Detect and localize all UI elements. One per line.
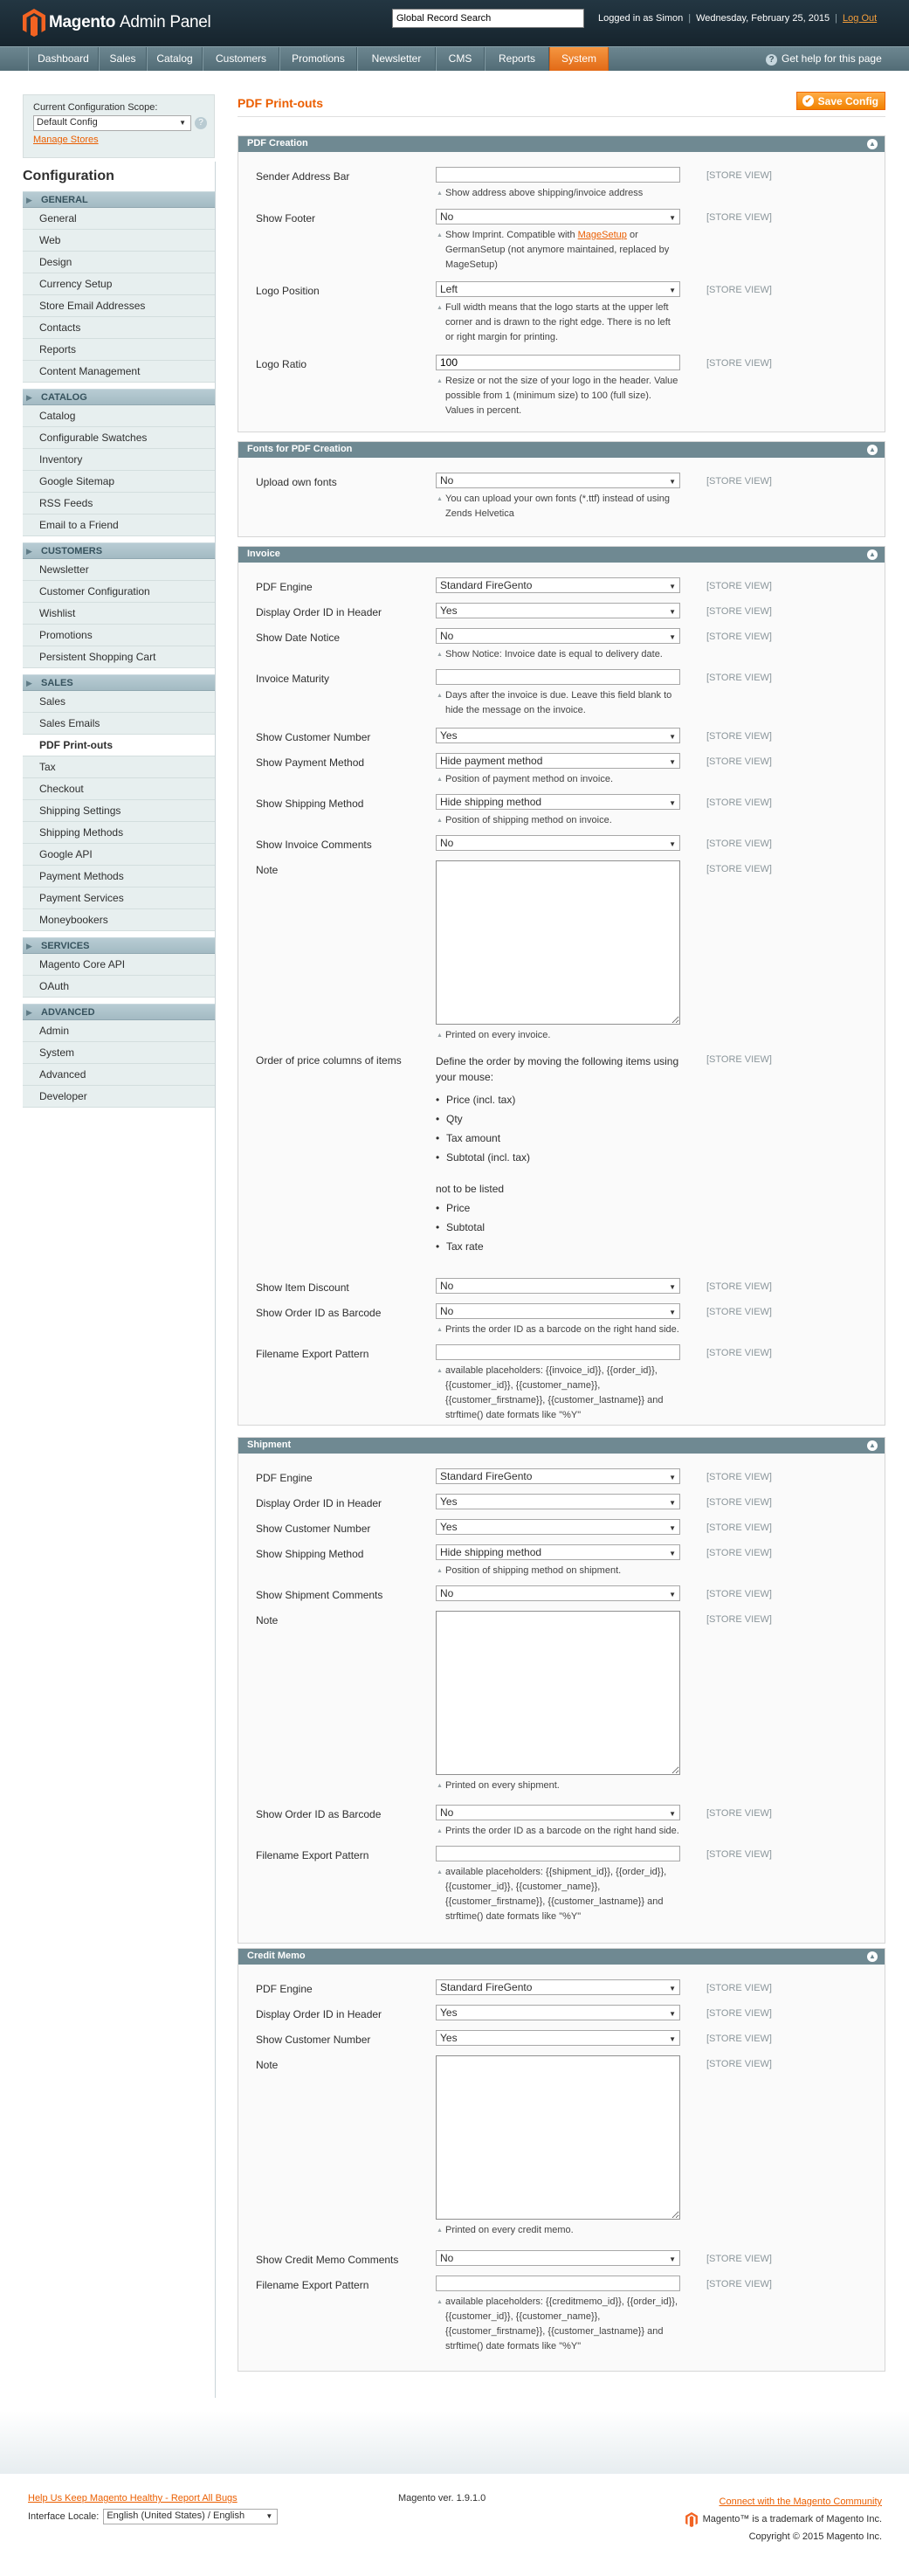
chevron-down-icon: ▼ [669,1309,676,1316]
nav-sales[interactable]: Sales [99,47,147,71]
sidebar-item-newsletter[interactable]: Newsletter [23,559,216,581]
chevron-down-icon: ▼ [669,1524,676,1532]
chevron-down-icon: ▼ [669,478,676,486]
sidebar-item-inventory[interactable]: Inventory [23,449,216,471]
logo-bold: Magento [49,13,116,31]
nav-customers[interactable]: Customers [203,47,279,71]
chevron-down-icon: ▼ [669,2010,676,2018]
report-bugs-link[interactable]: Help Us Keep Magento Healthy - Report All Bugs [28,2493,238,2503]
collapse-icon[interactable]: ▲ [867,1440,878,1451]
sidebar-item-payment-methods[interactable]: Payment Methods [23,866,216,887]
sidebar-item-tax[interactable]: Tax [23,756,216,778]
item-discount-select[interactable]: No ▼ [436,1278,680,1294]
price-column-sort-list: Define the order by moving the following items using your mouse: • Price (incl. tax) • Qty • Tax amount • Subtotal (incl. tax) not to be listed • Price • Subtotal • Tax rate [436,1053,689,1256]
sidebar-item-shipping-settings[interactable]: Shipping Settings [23,800,216,822]
section-credit-memo: Credit Memo ▲ PDF Engine Standard FireGento ▼ [STORE VIEW] Display Order ID in Header Yes ▼ [STORE VIEW] Show Customer Number Yes ▼ [STORE VIEW] Note [STORE VIEW] ▲ Printed on every credit memo. Show Credit Memo Comments No ▼ [STORE VIEW] Filename Export Pattern [STORE VIEW] ▲ available placeholders: {{creditmemo_id}}, {{order_id}}, {{customer_id}}, {{customer_name}}, {{customer_firstname}}, {{customer_lastname}} and strftime() date formats like "%Y" [238,1948,885,2372]
scope-value: Default Config [37,117,98,128]
sidebar-item-content-management[interactable]: Content Management [23,361,216,383]
config-sidebar [23,191,216,1108]
unlisted-columns [436,1198,689,1256]
chevron-down-icon: ▼ [669,1474,676,1481]
chevron-down-icon: ▼ [669,758,676,766]
sidebar-item-wishlist[interactable]: Wishlist [23,603,216,625]
chevron-down-icon: ▼ [669,608,676,616]
sidebar-group-customers[interactable]: ▶ CUSTOMERS [23,542,216,559]
locale-select[interactable]: English (United States) / English ▼ [103,2509,278,2524]
sidebar-group-advanced[interactable]: ▶ ADVANCED [23,1004,216,1020]
sidebar-item-reports[interactable]: Reports [23,339,216,361]
section-fonts: Fonts for PDF Creation ▲ Upload own fonts No ▼ [STORE VIEW] ▲ You can upload your own fonts (*.ttf) instead of using Zends Helvetica [238,441,885,537]
sidebar-group-sales[interactable]: ▶ SALES [23,674,216,691]
sidebar-item-moneybookers[interactable]: Moneybookers [23,909,216,931]
chevron-down-icon: ▼ [669,2255,676,2263]
creditmemo-engine-select[interactable]: Standard FireGento ▼ [436,1979,680,1995]
sidebar-item-pdf-print-outs[interactable]: PDF Print-outs [23,735,216,756]
sidebar-item-oauth[interactable]: OAuth [23,976,216,998]
sidebar-item-currency-setup[interactable]: Currency Setup [23,273,216,295]
section-pdf-creation: PDF Creation ▲ Sender Address Bar [STORE VIEW] ▲ Show address above shipping/invoice address Show Footer No ▼ [STORE VIEW] ▲ Show Imprint. Compatible with MageSetup or GermanSetup (not anymore maintained, replaced by MageSetup) Logo Position Left ▼ [STORE VIEW] ▲ Full width means that the logo starts at the upper left corner and is drawn to the right edge. There is no left or right margin for printing. Logo Ratio 100 [STORE VIEW] ▲ Resize or not the size of your logo in the header. Value possible from 1 (minimum size) to 100 (full size). Values in percent. [238,135,885,432]
triangle-right-icon: ▶ [26,1008,32,1017]
footer-version: Magento ver. 1.9.1.0 [398,2493,486,2503]
invoice-note-textarea[interactable] [436,860,680,1025]
chevron-down-icon: ▼ [669,799,676,807]
chevron-down-icon: ▼ [669,840,676,848]
sidebar-item-google-api[interactable]: Google API [23,844,216,866]
creditmemo-comments-select[interactable]: No ▼ [436,2250,680,2266]
sidebar-item-magento-core-api[interactable]: Magento Core API [23,954,216,976]
section-header[interactable]: PDF Creation ▲ [238,136,885,152]
sender-address-input[interactable] [436,167,680,183]
sortable-item[interactable]: • Subtotal [446,1218,689,1237]
section-header[interactable]: Credit Memo ▲ [238,1949,885,1965]
trademark-text: Magento™ is a trademark of Magento Inc. [702,2514,882,2524]
header-date: Wednesday, February 25, 2015 [696,13,830,24]
help-icon: ? [766,54,777,66]
community-link[interactable]: Connect with the Magento Community [719,2497,882,2507]
section-header[interactable]: Invoice ▲ [238,547,885,563]
scope-help-icon[interactable]: ? [195,117,207,129]
scope-label: Current Configuration Scope: [33,102,158,113]
chevron-down-icon: ▼ [669,1499,676,1507]
sidebar-item-persistent-shopping-cart[interactable]: Persistent Shopping Cart [23,646,216,668]
sidebar-item-shipping-methods[interactable]: Shipping Methods [23,822,216,844]
nav-promotions[interactable]: Promotions [279,47,357,71]
sidebar-title: Configuration [23,169,114,183]
chevron-down-icon: ▼ [669,287,676,294]
triangle-right-icon: ▶ [26,547,32,556]
help-link[interactable] [766,47,882,71]
chevron-down-icon: ▼ [669,733,676,741]
sidebar-item-store-email-addresses[interactable]: Store Email Addresses [23,295,216,317]
save-config-button[interactable]: ✔ Save Config [796,92,885,110]
footer-left [28,2493,278,2524]
shipment-engine-select[interactable]: Standard FireGento ▼ [436,1468,680,1484]
chevron-down-icon: ▼ [669,1283,676,1291]
invoice-maturity-input[interactable] [436,669,680,685]
sortable-item[interactable]: • Price (incl. tax) [446,1090,689,1109]
chevron-down-icon: ▼ [669,2035,676,2043]
invoice-customer-number-select[interactable]: Yes ▼ [436,728,680,743]
nav-dashboard[interactable]: Dashboard [28,47,99,71]
chevron-down-icon: ▼ [669,1985,676,1992]
chevron-down-icon: ▼ [669,1810,676,1818]
sidebar-item-catalog[interactable]: Catalog [23,405,216,427]
global-search-input[interactable] [392,9,584,28]
nav-reports[interactable]: Reports [485,47,549,71]
shipment-note-textarea[interactable] [436,1611,680,1775]
logo-ratio-input[interactable] [436,355,680,370]
invoice-comments-select[interactable]: No ▼ [436,835,680,851]
sortable-item[interactable]: • Subtotal (incl. tax) [446,1148,689,1167]
logo-light: Admin Panel [120,13,211,31]
logout-link[interactable]: Log Out [843,13,878,24]
magesetup-link[interactable]: MageSetup [577,230,627,240]
sidebar-item-system[interactable]: System [23,1042,216,1064]
shipment-comments-select[interactable]: No ▼ [436,1585,680,1601]
section-invoice: Invoice ▲ PDF Engine Standard FireGento ▼ [STORE VIEW] Display Order ID in Header Yes ▼ [STORE VIEW] Show Date Notice No ▼ [STORE VIEW] ▲ Show Notice: Invoice date is equal to delivery date. Invoice Maturity [STORE VIEW] ▲ Days after the invoice is due. Leave this field blank to hide the message on the invoice. Show Customer Number Yes ▼ [STORE VIEW] Show Payment Method Hide payment method ▼ [STORE VIEW] ▲ Position of payment method on invoice. Show Shipping Method Hide shipping method ▼ [STORE VIEW] ▲ Position of shipping method on invoice. Show Invoice Comments No ▼ [STORE VIEW] Note [STORE VIEW] ▲ Printed on every invoice. Order of price columns of items Define the order by moving the following items using your mouse: • Price (incl. tax) • Qty • Tax amount • Subtotal (incl. tax) not to be listed • Price • Subtotal • Tax rate [STORE VIEW] Show Item Discount No ▼ [STORE VIEW] Show Order ID as Barcode No ▼ [STORE VIEW] ▲ Prints the order ID as a barcode on the right hand side. Filename Export Pattern [STORE VIEW] ▲ available placeholders: {{invoice_id}}, {{order_id}}, {{customer_id}}, {{customer_name}}, {{customer_firstname}}, {{customer_lastname}} and strftime() date formats like "%Y" [238,546,885,1426]
creditmemo-order-id-select[interactable]: Yes ▼ [436,2005,680,2020]
sortable-item[interactable]: • Tax rate [446,1237,689,1256]
logo-position-select[interactable]: Left ▼ [436,281,680,297]
copyright-text: Copyright © 2015 Magento Inc. [748,2531,882,2542]
creditmemo-filename-input[interactable] [436,2276,680,2291]
sidebar-item-customer-configuration[interactable]: Customer Configuration [23,581,216,603]
sidebar-item-email-to-a-friend[interactable]: Email to a Friend [23,515,216,536]
chevron-down-icon: ▼ [669,633,676,641]
sidebar-item-general[interactable]: General [23,208,216,230]
sidebar-item-sales[interactable]: Sales [23,691,216,713]
chevron-down-icon: ▼ [669,1591,676,1599]
triangle-right-icon: ▶ [26,196,32,204]
sortable-item[interactable]: • Price [446,1198,689,1218]
listed-columns [436,1090,689,1167]
admin-header [0,0,909,46]
triangle-right-icon: ▶ [26,942,32,950]
sidebar-group-general[interactable]: ▶ GENERAL [23,191,216,208]
triangle-right-icon: ▶ [26,393,32,402]
sidebar-item-configurable-swatches[interactable]: Configurable Swatches [23,427,216,449]
main-nav [0,46,909,71]
nav-cms[interactable]: CMS [436,47,485,71]
collapse-icon[interactable]: ▲ [867,549,878,560]
collapse-icon[interactable]: ▲ [867,139,878,149]
section-header[interactable]: Fonts for PDF Creation ▲ [238,442,885,458]
sidebar-item-checkout[interactable]: Checkout [23,778,216,800]
nav-system[interactable]: System [549,47,609,71]
sidebar-item-sales-emails[interactable]: Sales Emails [23,713,216,735]
sidebar-item-admin[interactable]: Admin [23,1020,216,1042]
triangle-right-icon: ▶ [26,679,32,687]
help-text: Get help for this page [782,52,882,65]
creditmemo-customer-number-select[interactable]: Yes ▼ [436,2030,680,2046]
sidebar-item-payment-services[interactable]: Payment Services [23,887,216,909]
magento-logo-icon [685,2512,698,2527]
sortable-item[interactable]: • Qty [446,1109,689,1129]
sidebar-item-rss-feeds[interactable]: RSS Feeds [23,493,216,515]
sidebar-item-design[interactable]: Design [23,252,216,273]
shipment-filename-input[interactable] [436,1846,680,1861]
invoice-filename-input[interactable] [436,1344,680,1360]
date-notice-select[interactable]: No ▼ [436,628,680,644]
sidebar-item-developer[interactable]: Developer [23,1086,216,1108]
payment-method-select[interactable]: Hide payment method ▼ [436,753,680,769]
chevron-down-icon: ▼ [669,1550,676,1557]
sidebar-item-contacts[interactable]: Contacts [23,317,216,339]
section-shipment: Shipment ▲ PDF Engine Standard FireGento ▼ [STORE VIEW] Display Order ID in Header Yes ▼ [STORE VIEW] Show Customer Number Yes ▼ [STORE VIEW] Show Shipping Method Hide shipping method ▼ [STORE VIEW] ▲ Position of shipping method on shipment. Show Shipment Comments No ▼ [STORE VIEW] Note [STORE VIEW] ▲ Printed on every shipment. Show Order ID as Barcode No ▼ [STORE VIEW] ▲ Prints the order ID as a barcode on the right hand side. Filename Export Pattern [STORE VIEW] ▲ available placeholders: {{shipment_id}}, {{order_id}}, {{customer_id}}, {{customer_name}}, {{customer_firstname}}, {{customer_lastname}} and strftime() date formats like "%Y" [238,1437,885,1944]
header-right: Global Record Search Logged in as Simon | Wednesday, February 25, 2015 | Log Out [392,9,877,28]
creditmemo-note-textarea[interactable] [436,2055,680,2220]
chevron-down-icon: ▼ [669,583,676,590]
shipment-order-id-select[interactable]: Yes ▼ [436,1494,680,1509]
sidebar-group-services[interactable]: ▶ SERVICES [23,937,216,954]
upload-fonts-select[interactable]: No ▼ [436,473,680,488]
footer-right [646,2493,882,2545]
invoice-order-id-select[interactable]: Yes ▼ [436,603,680,618]
logged-in-text: Logged in as Simon [598,13,684,24]
page-title: PDF Print-outs [238,96,323,110]
collapse-icon[interactable]: ▲ [867,445,878,455]
sidebar-item-web[interactable]: Web [23,230,216,252]
sidebar-group-catalog[interactable]: ▶ CATALOG [23,389,216,405]
invoice-barcode-select[interactable]: No ▼ [436,1303,680,1319]
show-footer-select[interactable]: No ▼ [436,209,680,224]
sortable-item[interactable]: • Tax amount [446,1129,689,1148]
config-scope-box [23,94,215,158]
scope-select[interactable] [33,115,191,131]
chevron-down-icon: ▼ [669,214,676,222]
sidebar-item-google-sitemap[interactable]: Google Sitemap [23,471,216,493]
shipment-shipping-method-select[interactable]: Hide shipping method ▼ [436,1544,680,1560]
shipment-customer-number-select[interactable]: Yes ▼ [436,1519,680,1535]
locale-label: Interface Locale: [28,2511,100,2522]
nav-catalog[interactable]: Catalog [147,47,203,71]
magento-logo-icon [23,9,45,37]
sidebar-item-advanced[interactable]: Advanced [23,1064,216,1086]
checkmark-icon: ✔ [802,95,814,107]
chevron-down-icon: ▼ [265,2512,273,2520]
invoice-engine-select[interactable]: Standard FireGento ▼ [436,577,680,593]
nav-newsletter[interactable]: Newsletter [357,47,436,71]
chevron-down-icon: ▼ [179,119,186,127]
collapse-icon[interactable]: ▲ [867,1951,878,1962]
sidebar-item-promotions[interactable]: Promotions [23,625,216,646]
shipment-barcode-select[interactable]: No ▼ [436,1805,680,1820]
invoice-shipping-method-select[interactable]: Hide shipping method ▼ [436,794,680,810]
manage-stores-link[interactable]: Manage Stores [33,135,99,145]
logo-text [49,13,210,32]
section-header[interactable]: Shipment ▲ [238,1438,885,1454]
